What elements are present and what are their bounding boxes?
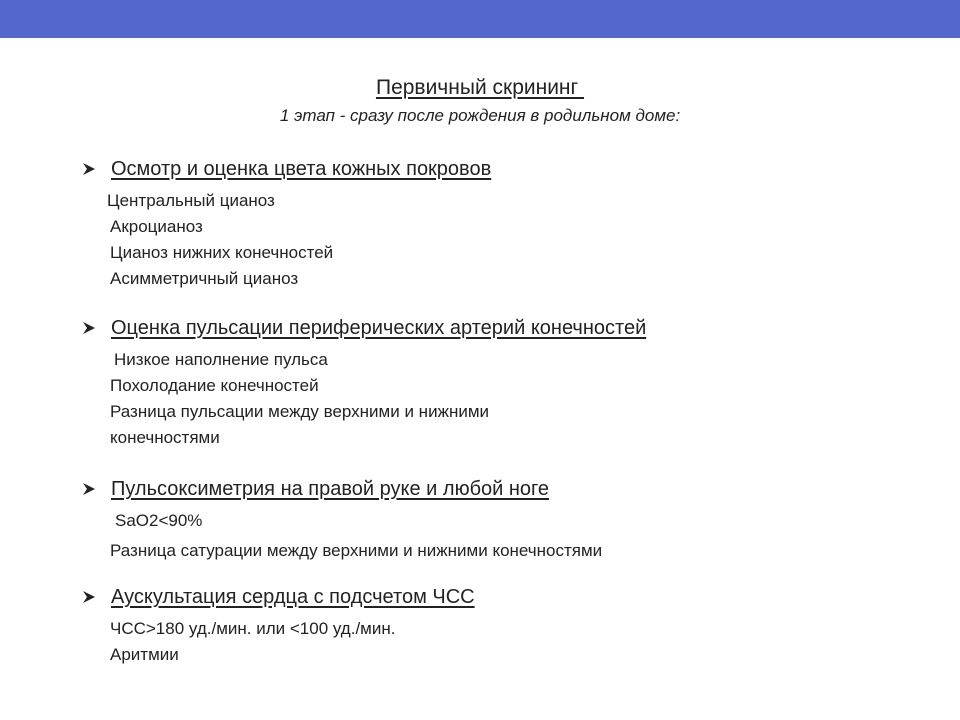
arrow-bullet-icon <box>82 321 96 335</box>
list-item: Аритмии <box>110 645 179 664</box>
section-heading: Оценка пульсации периферических артерий конечностей <box>111 317 647 339</box>
list-item: Цианоз нижних конечностей <box>110 243 334 262</box>
arrow-bullet-icon <box>82 482 96 496</box>
list-item: Разница сатурации между верхними и нижними конечностями <box>110 541 603 560</box>
list-item: конечностями <box>110 428 220 447</box>
slide-title: Первичный скрининг <box>375 76 585 99</box>
section-heading: Осмотр и оценка цвета кожных покровов <box>111 158 492 180</box>
list-item: Похолодание конечностей <box>110 376 319 395</box>
section-pulse-assessment <box>82 317 647 451</box>
list-item: ЧСС>180 уд./мин. или <100 уд./мин. <box>110 619 396 638</box>
arrow-bullet-icon <box>82 590 96 604</box>
header-bar <box>0 0 960 38</box>
slide-subtitle: 1 этап - сразу после рождения в родильном доме: <box>279 106 681 125</box>
list-item: SaO2<90% <box>115 511 203 530</box>
section-heading: Пульсоксиметрия на правой руке и любой ноге <box>111 478 550 500</box>
list-item: Низкое наполнение пульса <box>114 350 328 369</box>
section-pulse-oximetry <box>82 478 602 564</box>
arrow-bullet-icon <box>82 162 96 176</box>
list-item: Разница пульсации между верхними и нижними <box>110 402 490 421</box>
section-heading: Аускультация сердца с подсчетом ЧСС <box>111 586 475 608</box>
section-skin-inspection <box>82 158 492 292</box>
list-item: Центральный цианоз <box>107 191 275 210</box>
section-heart-auscultation <box>82 586 475 668</box>
list-item: Акроцианоз <box>110 217 203 236</box>
list-item: Асимметричный цианоз <box>110 269 299 288</box>
